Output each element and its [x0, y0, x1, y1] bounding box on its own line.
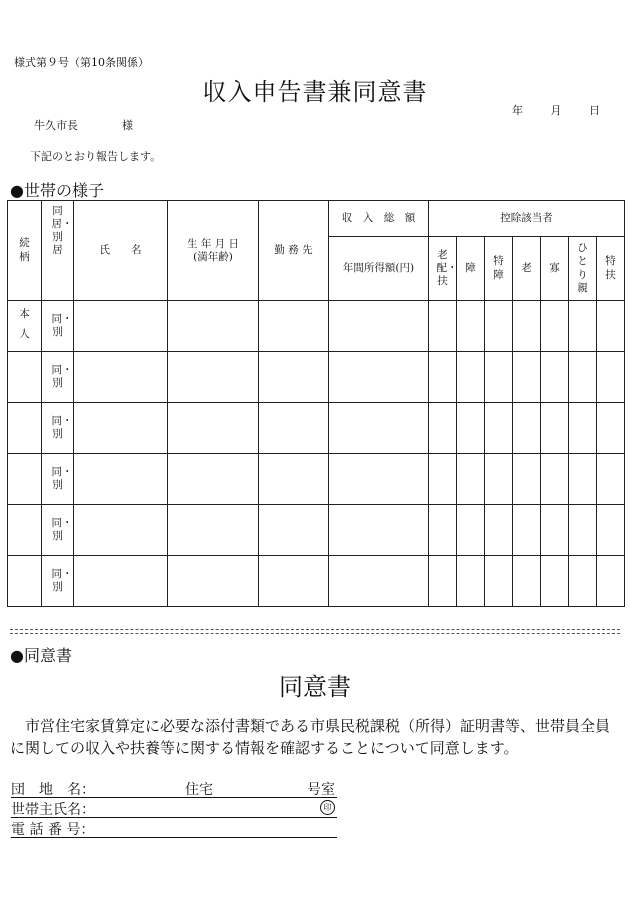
table-cell[interactable]	[74, 403, 168, 454]
table-cell[interactable]	[569, 352, 597, 403]
household-heading: ●世帯の様子	[10, 181, 104, 200]
table-cell[interactable]	[513, 556, 541, 607]
separator-line	[10, 633, 620, 634]
table-cell[interactable]	[513, 505, 541, 556]
separator-line	[10, 629, 620, 630]
household-head-label: 世帯主氏名：	[11, 802, 95, 818]
header-deduction-col: 寡	[541, 237, 569, 301]
header-deduction-col: 老	[513, 237, 541, 301]
cell-cohabit[interactable]: 同・別	[42, 352, 74, 403]
table-cell[interactable]	[569, 505, 597, 556]
header-deductions: 控除該当者	[429, 201, 625, 237]
table-cell[interactable]	[329, 403, 429, 454]
table-cell[interactable]	[457, 403, 485, 454]
cell-relation[interactable]	[8, 454, 42, 505]
table-row	[8, 556, 625, 607]
table-row	[8, 454, 625, 505]
header-cohabit: 同居・別居	[42, 201, 74, 301]
table-cell[interactable]	[259, 403, 329, 454]
table-cell[interactable]	[259, 301, 329, 352]
table-cell[interactable]	[259, 505, 329, 556]
table-cell[interactable]	[513, 403, 541, 454]
consent-body: 市営住宅家賃算定に必要な添付書類である市県民税課税（所得）証明書等、世帯員全員に関しての収入や扶養等に関する情報を確認することについて同意します。	[10, 717, 611, 757]
header-deduction-col: 老配・扶	[429, 237, 457, 301]
table-cell[interactable]	[429, 301, 457, 352]
header-birth-sub: (満年齢)	[193, 250, 233, 263]
table-cell[interactable]	[429, 403, 457, 454]
cell-relation[interactable]	[8, 352, 42, 403]
table-cell[interactable]	[541, 301, 569, 352]
addressee-name: 牛久市長	[34, 119, 78, 132]
table-cell[interactable]	[597, 454, 625, 505]
table-cell[interactable]	[569, 301, 597, 352]
table-cell[interactable]	[168, 301, 259, 352]
header-deduction-col: 特扶	[597, 237, 625, 301]
date-day: 日	[589, 104, 600, 117]
table-cell[interactable]	[329, 556, 429, 607]
intro-text: 下記のとおり報告します。	[30, 150, 162, 163]
header-deduction-col: ひとり親	[569, 237, 597, 301]
table-cell[interactable]	[74, 505, 168, 556]
page-title: 収入申告書兼同意書	[202, 78, 428, 106]
header-birth	[168, 201, 259, 301]
table-cell[interactable]	[485, 454, 513, 505]
table-cell[interactable]	[74, 352, 168, 403]
table-cell[interactable]	[485, 352, 513, 403]
table-cell[interactable]	[597, 352, 625, 403]
header-birth-label: 生 年 月 日	[186, 238, 239, 251]
table-cell[interactable]	[429, 352, 457, 403]
household-head-field[interactable]	[11, 799, 337, 818]
cell-cohabit[interactable]: 同・別	[42, 403, 74, 454]
header-relation: 続柄	[8, 201, 42, 301]
table-cell[interactable]	[457, 505, 485, 556]
cell-cohabit[interactable]: 同・別	[42, 454, 74, 505]
table-row	[8, 505, 625, 556]
cell-relation[interactable]	[8, 403, 42, 454]
table-cell[interactable]	[541, 403, 569, 454]
table-cell[interactable]	[429, 505, 457, 556]
cell-cohabit[interactable]: 同・別	[42, 556, 74, 607]
table-cell[interactable]	[329, 352, 429, 403]
table-cell[interactable]	[569, 403, 597, 454]
table-cell[interactable]	[513, 454, 541, 505]
header-name: 氏 名	[74, 201, 168, 301]
table-cell[interactable]	[541, 454, 569, 505]
table-cell[interactable]	[329, 301, 429, 352]
table-cell[interactable]	[168, 505, 259, 556]
table-row	[8, 301, 625, 352]
cell-cohabit[interactable]: 同・別	[42, 301, 74, 352]
table-cell[interactable]	[457, 454, 485, 505]
table-cell[interactable]	[541, 505, 569, 556]
danchi-room: 号室	[307, 782, 335, 798]
table-cell[interactable]	[168, 352, 259, 403]
cell-cohabit[interactable]: 同・別	[42, 505, 74, 556]
household-table	[7, 200, 625, 607]
table-cell[interactable]	[541, 556, 569, 607]
date-year: 年	[512, 104, 523, 117]
addressee-honorific: 様	[122, 119, 133, 132]
table-cell[interactable]	[259, 556, 329, 607]
table-cell[interactable]	[597, 556, 625, 607]
date-month: 月	[550, 104, 562, 117]
header-workplace: 勤 務 先	[259, 201, 329, 301]
danchi-housing: 住宅	[185, 782, 213, 798]
table-row	[8, 352, 625, 403]
seal-icon: 印	[320, 800, 335, 815]
consent-heading: ●同意書	[10, 646, 72, 665]
table-cell[interactable]	[513, 352, 541, 403]
table-cell[interactable]	[168, 454, 259, 505]
consent-title: 同意書	[279, 673, 351, 701]
table-cell[interactable]	[597, 403, 625, 454]
table-cell[interactable]	[457, 556, 485, 607]
table-cell[interactable]	[485, 301, 513, 352]
table-cell[interactable]	[168, 556, 259, 607]
table-cell[interactable]	[597, 301, 625, 352]
header-deduction-col: 障	[457, 237, 485, 301]
table-cell[interactable]	[513, 301, 541, 352]
header-deduction-col: 特障	[485, 237, 513, 301]
table-cell[interactable]	[485, 556, 513, 607]
table-cell[interactable]	[74, 454, 168, 505]
table-cell[interactable]	[429, 556, 457, 607]
table-cell[interactable]	[569, 454, 597, 505]
table-cell[interactable]	[597, 505, 625, 556]
table-cell[interactable]	[457, 301, 485, 352]
table-cell[interactable]	[457, 352, 485, 403]
table-cell[interactable]	[429, 454, 457, 505]
form-id: 様式第９号（第10条関係）	[14, 56, 149, 69]
table-cell[interactable]	[329, 454, 429, 505]
phone-field[interactable]	[11, 819, 337, 838]
phone-label: 電 話 番 号：	[11, 822, 95, 838]
table-cell[interactable]	[569, 556, 597, 607]
cell-relation[interactable]	[8, 505, 42, 556]
table-cell[interactable]	[485, 403, 513, 454]
cell-relation[interactable]: 本人	[8, 301, 42, 352]
header-income-sub: 年間所得額(円)	[329, 237, 429, 301]
table-cell[interactable]	[74, 301, 168, 352]
table-cell[interactable]	[259, 352, 329, 403]
table-cell[interactable]	[259, 454, 329, 505]
header-income: 収 入 総 額	[329, 201, 429, 237]
cell-relation[interactable]	[8, 556, 42, 607]
table-cell[interactable]	[74, 556, 168, 607]
table-cell[interactable]	[485, 505, 513, 556]
addressee	[34, 117, 133, 133]
danchi-label: 団 地 名：	[11, 782, 95, 798]
table-row	[8, 403, 625, 454]
table-cell[interactable]	[541, 352, 569, 403]
danchi-field[interactable]	[11, 779, 337, 798]
table-cell[interactable]	[168, 403, 259, 454]
date-line	[512, 102, 612, 118]
table-cell[interactable]	[329, 505, 429, 556]
